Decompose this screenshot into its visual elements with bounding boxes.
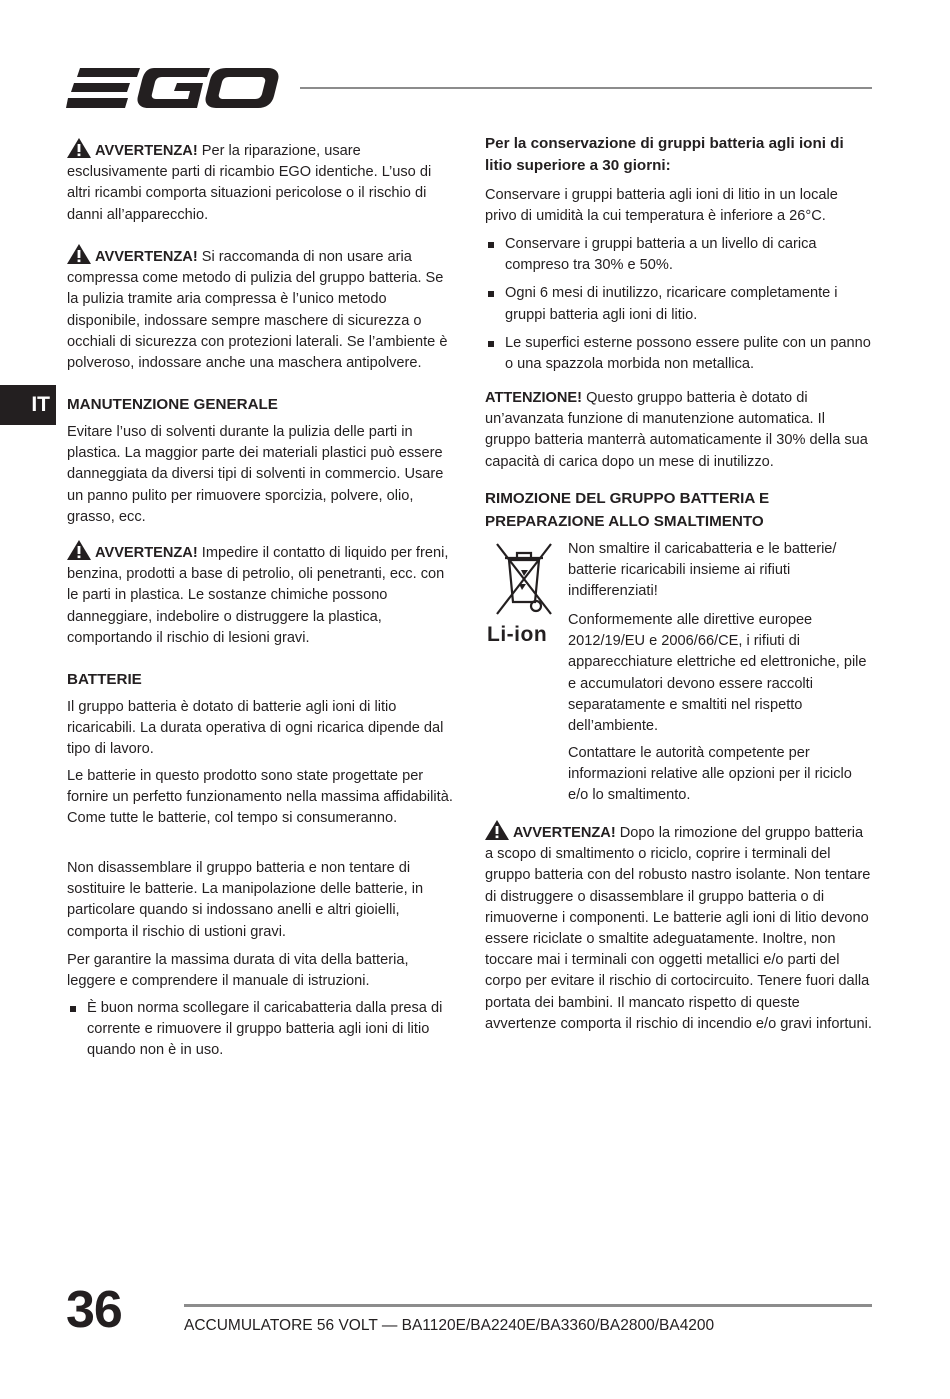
warning-text: Si raccomanda di non usare aria compressa come metodo di pulizia del gruppo batteria. Se la pulizia tramite aria compressa è l’unico metodo disponibile, indossare sempre maschere di sicurezza o occhiali di sicurezza con protezioni laterali. Se l’ambiente è polveroso, indossare anche una maschera antipolvere. xyxy=(67,249,448,372)
list-item xyxy=(67,998,455,1062)
list-item xyxy=(485,283,873,325)
maintenance-paragraph xyxy=(67,422,455,528)
batteries-paragraph-2 xyxy=(67,766,455,830)
attention-block xyxy=(485,388,873,473)
warning-label: AVVERTENZA! xyxy=(95,545,198,561)
section-heading-removal: RIMOZIONE DEL GRUPPO BATTERIA E PREPARAZIONE ALLO SMALTIMENTO xyxy=(485,490,770,530)
warning-block-fluids xyxy=(67,540,455,649)
crossed-bin-icon xyxy=(495,542,553,616)
list-item-text: Ogni 6 mesi di inutilizzo, ricaricare completamente i gruppi batteria agli ioni di litio. xyxy=(505,285,838,323)
list-item xyxy=(485,234,873,276)
list-item-text: Le superfici esterne possono essere pulite con un panno o una spazzola morbida non metallica. xyxy=(505,334,871,373)
disposal-paragraph-1 xyxy=(568,539,873,603)
disposal-paragraph-2 xyxy=(568,610,873,737)
warning-block-disposal xyxy=(485,820,873,1035)
section-heading-batteries: BATTERIE xyxy=(67,671,142,688)
attention-text: Questo gruppo batteria è dotato di un’avanzata funzione di manutenzione automatica. Il gruppo batteria manterrà automaticamente il 30% della sua capacità di carica dopo un mese di inutilizzo. xyxy=(485,390,868,470)
footer-rule xyxy=(184,1304,872,1307)
warning-label: AVVERTENZA! xyxy=(95,249,198,265)
batteries-paragraph-4 xyxy=(67,950,455,992)
disposal-text: Non smaltire il caricabatteria e le batterie/ batterie ricaricabili insieme ai rifiuti indifferenziati! xyxy=(568,541,837,600)
list-item-text: Conservare i gruppi batteria a un livello di carica compreso tra 30% e 50%. xyxy=(505,236,817,274)
warning-text: Dopo la rimozione del gruppo batteria a scopo di smaltimento o riciclo, coprire i terminali del gruppo batteria con del robusto nastro isolante. Non tentare di distruggere o disassemblare il gruppo batteria o di rimuoverne i componenti. Le batterie agli ioni di litio devono essere riciclate o smaltite adeguatamente. Inoltre, non toccare mai i terminali con oggetti metallici e/o parti del corpo per evitare il rischio di cortocircuito. Tenere fuori dalla portata dei bambini. Il mancato rispetto di queste avvertenze comporta il rischio di incendio e/o gravi infortuni. xyxy=(485,825,872,1032)
list-item xyxy=(485,333,873,375)
bullet-square-icon xyxy=(488,242,494,248)
warning-label: AVVERTENZA! xyxy=(513,825,616,841)
warning-label: AVVERTENZA! xyxy=(95,143,198,159)
storage-paragraph xyxy=(485,185,873,227)
section-heading-storage: Per la conservazione di gruppi batteria agli ioni di litio superiore a 30 giorni: xyxy=(485,135,844,174)
maintenance-text: Evitare l’uso di solventi durante la pulizia delle parti in plastica. La maggior parte dei materiali plastici può essere danneggiata da diversi tipi di solventi in commercio. Usare un panno pulito per rimuovere sporcizia, polvere, olio, grasso, ecc. xyxy=(67,424,444,525)
li-ion-label: Li-ion xyxy=(487,623,548,646)
warning-triangle-icon xyxy=(67,138,91,158)
batteries-bullet-list xyxy=(67,998,455,1069)
warning-text: Impedire il contatto di liquido per freni, benzina, prodotti a base di petrolio, oli penetranti, ecc. con le parti in plastica. Le sostanze chimiche possono danneggiare, indebolire o distruggere la plastica, comportando il rischio di lesioni gravi. xyxy=(67,545,449,646)
storage-text: Conservare i gruppi batteria agli ioni di litio in un locale privo di umidità la cui temperatura è inferiore a 26°C. xyxy=(485,187,838,225)
bullet-square-icon xyxy=(488,341,494,347)
bullet-square-icon xyxy=(488,291,494,297)
footer-title: ACCUMULATORE 56 VOLT — BA1120E/BA2240E/BA3360/BA2800/BA4200 xyxy=(184,1317,715,1334)
header-rule xyxy=(300,87,872,89)
section-heading-maintenance: MANUTENZIONE GENERALE xyxy=(67,396,278,413)
bullet-square-icon xyxy=(70,1006,76,1012)
warning-block-parts xyxy=(67,138,455,226)
batteries-paragraph-3 xyxy=(67,858,455,943)
weee-disposal-symbol xyxy=(485,542,565,662)
batteries-text: Il gruppo batteria è dotato di batterie agli ioni di litio ricaricabili. La durata operativa di ogni ricarica dipende dal tipo di lavoro. xyxy=(67,699,444,758)
disposal-section xyxy=(485,542,873,802)
warning-triangle-icon xyxy=(485,820,509,840)
storage-bullet-list xyxy=(485,234,873,382)
warning-block-compressed-air xyxy=(67,244,455,374)
language-tab: IT xyxy=(0,385,56,425)
batteries-text: Non disassemblare il gruppo batteria e non tentare di sostituire le batterie. La manipolazione delle batterie, in particolare quando si indossano anelli e altri gioielli, comporta il rischio di ustioni gravi. xyxy=(67,860,424,940)
ego-logo xyxy=(66,62,280,114)
disposal-paragraph-3 xyxy=(568,743,873,807)
attention-label: ATTENZIONE! xyxy=(485,390,583,406)
list-item-text: È buon norma scollegare il caricabatteria dalla presa di corrente e rimuovere il gruppo batteria agli ioni di litio quando non è in uso. xyxy=(87,1000,443,1059)
page-number: 36 xyxy=(66,1281,122,1339)
warning-triangle-icon xyxy=(67,244,91,264)
disposal-text: Conformemente alle direttive europee 2012/19/EU e 2006/66/CE, i rifiuti di apparecchiature elettriche ed elettroniche, pile e accumulatori devono essere raccolti separatamente e smaltiti nel rispetto dell’ambiente. xyxy=(568,612,867,735)
batteries-text: Per garantire la massima durata di vita della batteria, leggere e comprendere il manuale di istruzioni. xyxy=(67,952,409,990)
warning-text: Per la riparazione, usare esclusivamente parti di ricambio EGO identiche. L’uso di altri ricambi comporta situazioni pericolose o il rischio di danni all’apparecchio. xyxy=(67,143,432,223)
batteries-paragraph-1 xyxy=(67,697,455,761)
disposal-text: Contattare le autorità competente per informazioni relative alle opzioni per il riciclo e/o lo smaltimento. xyxy=(568,745,852,804)
batteries-text: Le batterie in questo prodotto sono state progettate per fornire un perfetto funzionamento nella massima affidabilità. Come tutte le batterie, col tempo si consumeranno. xyxy=(67,768,453,827)
warning-triangle-icon xyxy=(67,540,91,560)
